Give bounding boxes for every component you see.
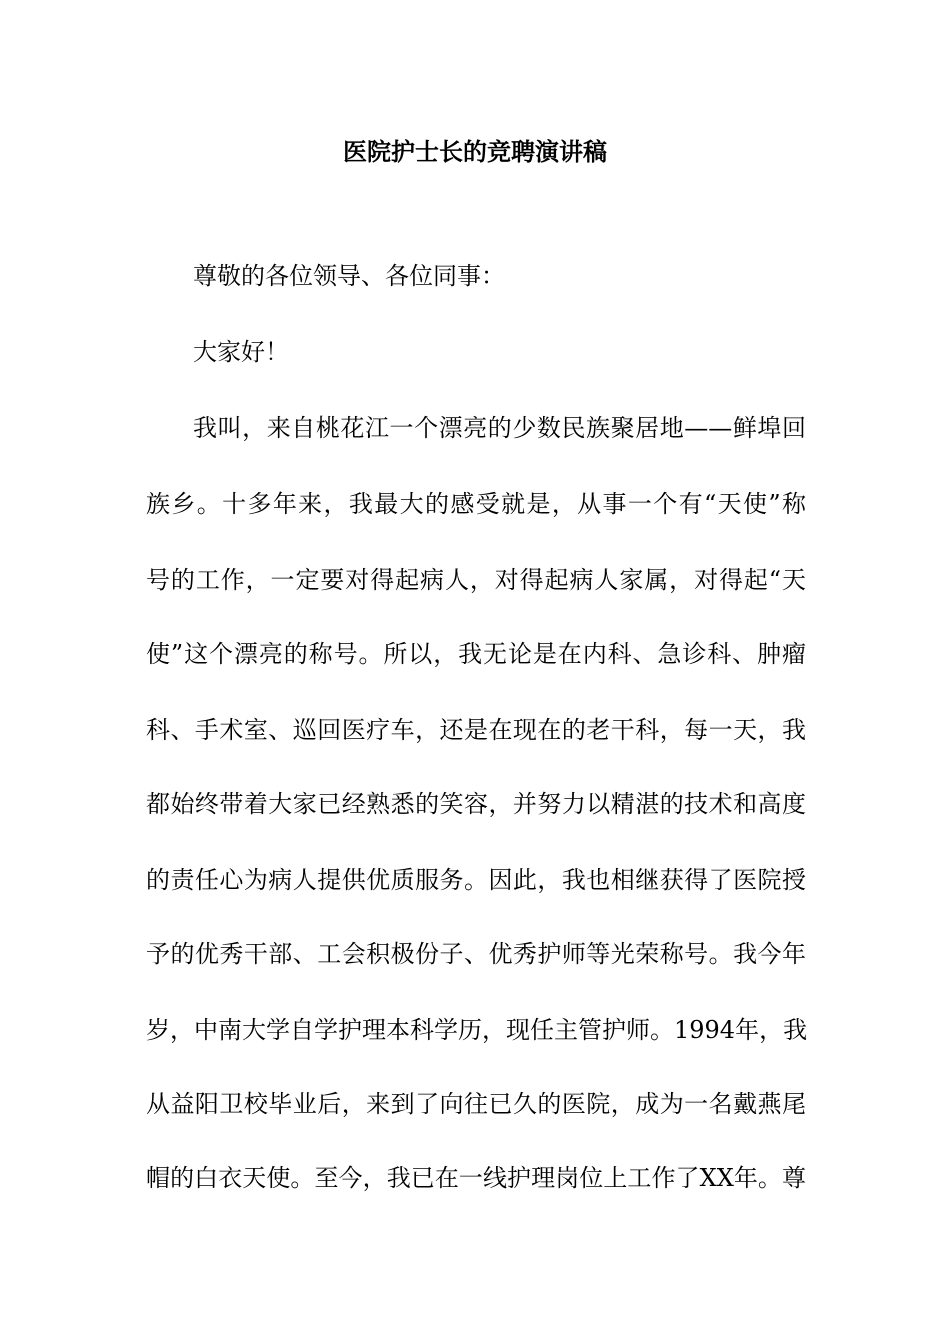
body-line: 族乡。十多年来，我最大的感受就是，从事一个有“天使”称 xyxy=(146,490,806,518)
document-title: 医院护士长的竞聘演讲稿 xyxy=(343,137,607,166)
body-line: 号的工作，一定要对得起病人，对得起病人家属，对得起“天 xyxy=(146,566,806,594)
body-line: 的责任心为病人提供优质服务。因此，我也相继获得了医院授 xyxy=(146,866,806,894)
salutation: 尊敬的各位领导、各位同事： xyxy=(193,262,505,290)
body-line: 帽的白衣天使。至今，我已在一线护理岗位上工作了XX年。尊 xyxy=(146,1164,806,1192)
body-line: 使”这个漂亮的称号。所以，我无论是在内科、急诊科、肿瘤 xyxy=(146,640,806,668)
body-line: 科、手术室、巡回医疗车，还是在现在的老干科，每一天，我 xyxy=(146,716,806,744)
body-line: 我叫，来自桃花江一个漂亮的少数民族聚居地——鲜埠回 xyxy=(193,414,806,442)
body-line: 岁，中南大学自学护理本科学历，现任主管护师。1994年，我 xyxy=(146,1016,808,1044)
greeting: 大家好！ xyxy=(193,338,289,366)
body-line: 都始终带着大家已经熟悉的笑容，并努力以精湛的技术和高度 xyxy=(146,790,806,818)
body-line: 予的优秀干部、工会积极份子、优秀护师等光荣称号。我今年 xyxy=(146,940,806,968)
body-line: 从益阳卫校毕业后，来到了向往已久的医院，成为一名戴燕尾 xyxy=(146,1090,806,1118)
